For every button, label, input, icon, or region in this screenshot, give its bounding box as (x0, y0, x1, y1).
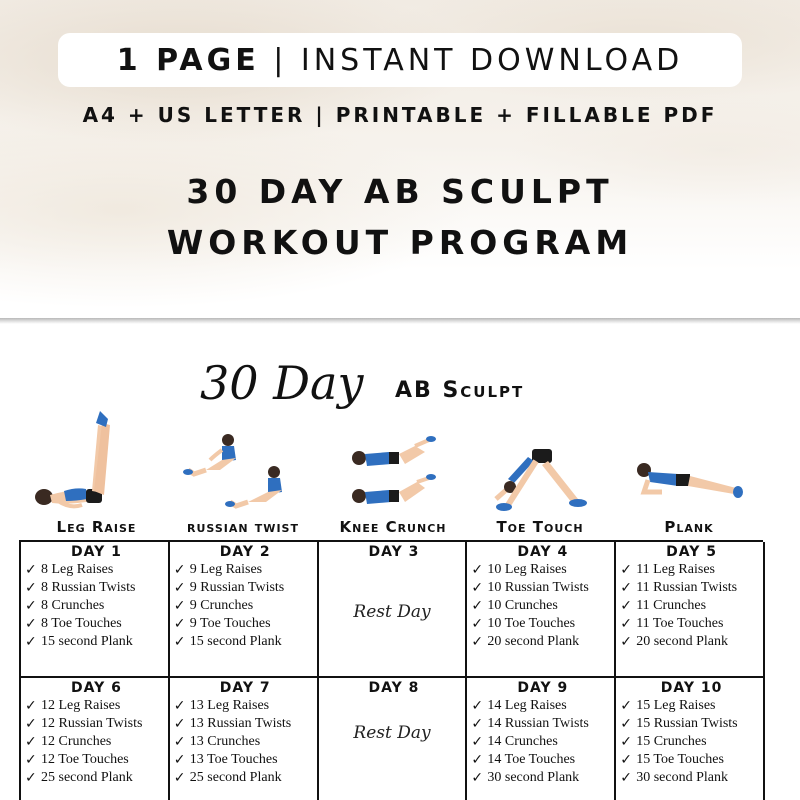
task-text: 10 Russian Twists (487, 580, 589, 595)
task-item (620, 715, 763, 733)
task-item (471, 633, 614, 651)
task-item (25, 751, 168, 769)
day-title: DAY 5 (666, 544, 718, 560)
task-item (174, 715, 317, 733)
task-item (174, 751, 317, 769)
task-item (25, 633, 168, 651)
product-title-line-2: WORKOUT PROGRAM (166, 223, 634, 262)
task-item (174, 579, 317, 597)
task-item (25, 597, 168, 615)
task-item (620, 697, 763, 715)
task-text: 9 Russian Twists (189, 580, 285, 595)
task-item (620, 615, 763, 633)
rest-day-label: Rest Day (353, 602, 431, 622)
checkmark-icon: ✓ (173, 752, 186, 768)
day-cell (170, 542, 319, 678)
task-item (25, 697, 168, 715)
task-text: 10 Leg Raises (487, 562, 567, 577)
checkmark-icon: ✓ (471, 770, 484, 786)
task-item (174, 615, 317, 633)
checkmark-icon: ✓ (25, 598, 37, 614)
day-title: DAY 1 (70, 544, 122, 560)
task-item (174, 561, 317, 579)
task-text: 11 Russian Twists (636, 580, 738, 595)
task-text: 14 Russian Twists (487, 716, 589, 731)
checkmark-icon: ✓ (173, 734, 186, 750)
download-pill (58, 33, 742, 87)
task-text: 10 Toe Touches (487, 616, 576, 631)
task-text: 9 Crunches (189, 598, 254, 613)
task-text: 10 Crunches (487, 598, 558, 613)
checkmark-icon: ✓ (173, 716, 186, 732)
task-text: 15 Russian Twists (636, 716, 738, 731)
pill-strong-text: 1 PAGE (116, 42, 260, 78)
task-item (25, 561, 168, 579)
checkmark-icon: ✓ (173, 616, 186, 632)
task-item (25, 715, 168, 733)
task-text: 30 second Plank (487, 770, 580, 785)
plank-figure-icon (632, 458, 750, 503)
checkmark-icon: ✓ (471, 562, 484, 578)
task-text: 13 Leg Raises (189, 698, 270, 713)
day-cell (616, 678, 765, 800)
task-text: 14 Leg Raises (487, 698, 567, 713)
checkmark-icon: ✓ (173, 770, 186, 786)
checkmark-icon: ✓ (25, 698, 37, 714)
checkmark-icon: ✓ (620, 734, 632, 750)
task-text: 12 Crunches (41, 734, 112, 749)
day-cell (467, 542, 616, 678)
task-text: 13 Toe Touches (189, 752, 278, 767)
promo-banner (0, 0, 800, 318)
task-text: 14 Toe Touches (487, 752, 576, 767)
checkmark-icon: ✓ (173, 598, 186, 614)
checkmark-icon: ✓ (620, 752, 632, 768)
task-item (174, 633, 317, 651)
day-cell-rest (319, 678, 468, 800)
checkmark-icon: ✓ (25, 716, 37, 732)
checkmark-icon: ✓ (471, 580, 484, 596)
checkmark-icon: ✓ (471, 634, 484, 650)
task-item (471, 751, 614, 769)
checkmark-icon: ✓ (471, 616, 484, 632)
task-text: 30 second Plank (636, 770, 728, 785)
day-cell-rest (319, 542, 468, 678)
day-title: DAY 10 (660, 680, 723, 696)
task-text: 12 Leg Raises (41, 698, 121, 713)
task-text: 15 Leg Raises (636, 698, 716, 713)
pill-rest-text: | INSTANT DOWNLOAD (259, 42, 684, 78)
checkmark-icon: ✓ (25, 634, 37, 650)
day-cell (170, 678, 319, 800)
exercise-label-toe-touch: Toe Touch (496, 518, 584, 536)
task-text: 13 Crunches (189, 734, 261, 749)
checkmark-icon: ✓ (620, 634, 632, 650)
task-text: 15 Crunches (636, 734, 707, 749)
task-item (471, 715, 614, 733)
toe-touch-figure-icon (478, 445, 608, 515)
task-item (471, 697, 614, 715)
task-item (471, 579, 614, 597)
day-cell (467, 678, 616, 800)
task-item (620, 769, 763, 787)
task-text: 20 second Plank (636, 634, 728, 649)
day-title: DAY 9 (517, 680, 569, 696)
day-title: DAY 4 (517, 544, 569, 560)
checkmark-icon: ✓ (25, 734, 37, 750)
task-item (25, 769, 168, 787)
checkmark-icon: ✓ (25, 562, 37, 578)
checkmark-icon: ✓ (471, 716, 484, 732)
task-text: 8 Toe Touches (41, 616, 122, 631)
task-item (174, 733, 317, 751)
day-title: DAY 6 (70, 680, 122, 696)
task-text: 13 Russian Twists (189, 716, 292, 731)
task-text: 8 Russian Twists (41, 580, 136, 595)
checkmark-icon: ✓ (620, 580, 632, 596)
exercise-label-knee-crunch: Knee Crunch (339, 518, 447, 536)
checkmark-icon: ✓ (25, 770, 37, 786)
checkmark-icon: ✓ (173, 580, 186, 596)
checkmark-icon: ✓ (471, 752, 484, 768)
checkmark-icon: ✓ (620, 562, 632, 578)
day-title: DAY 2 (219, 544, 271, 560)
checkmark-icon: ✓ (620, 698, 632, 714)
task-item (471, 597, 614, 615)
checkmark-icon: ✓ (173, 698, 186, 714)
task-item (174, 597, 317, 615)
task-text: 9 Toe Touches (189, 616, 271, 631)
checkmark-icon: ✓ (173, 634, 186, 650)
checkmark-icon: ✓ (620, 770, 632, 786)
task-text: 12 Russian Twists (41, 716, 143, 731)
day-cell (21, 678, 170, 800)
checkmark-icon: ✓ (620, 716, 632, 732)
task-item (620, 733, 763, 751)
format-subline: A4 + US LETTER | PRINTABLE + FILLABLE PDF (82, 103, 718, 127)
checkmark-icon: ✓ (25, 616, 37, 632)
checkmark-icon: ✓ (620, 616, 632, 632)
task-text: 8 Crunches (41, 598, 105, 613)
checkmark-icon: ✓ (25, 752, 37, 768)
task-text: 15 second Plank (189, 634, 282, 649)
task-text: 14 Crunches (487, 734, 558, 749)
task-item (620, 561, 763, 579)
task-text: 11 Toe Touches (636, 616, 724, 631)
day-cell (616, 542, 765, 678)
knee-crunch-figure-icon (345, 430, 445, 515)
exercise-label-plank: Plank (664, 518, 714, 536)
task-text: 15 Toe Touches (636, 752, 724, 767)
checkmark-icon: ✓ (620, 598, 632, 614)
checkmark-icon: ✓ (471, 734, 484, 750)
task-text: 12 Toe Touches (41, 752, 129, 767)
task-item (174, 769, 317, 787)
sheet-script-title: 30 Day (200, 356, 364, 410)
task-text: 8 Leg Raises (41, 562, 114, 577)
task-item (620, 579, 763, 597)
task-item (471, 615, 614, 633)
task-text: 11 Leg Raises (636, 562, 715, 577)
task-item (471, 733, 614, 751)
task-item (25, 733, 168, 751)
task-item (471, 561, 614, 579)
russian-twist-figure-icon (178, 430, 298, 515)
task-item (620, 633, 763, 651)
task-text: 9 Leg Raises (189, 562, 263, 577)
exercise-label-leg-raise: Leg Raise (56, 518, 137, 536)
checkmark-icon: ✓ (471, 598, 484, 614)
day-cell (21, 542, 170, 678)
task-text: 11 Crunches (636, 598, 707, 613)
sheet-divider (0, 318, 800, 324)
exercise-label-russian-twist: russian twist (187, 518, 299, 536)
day-title: DAY 7 (219, 680, 271, 696)
product-title-line-1: 30 DAY AB SCULPT (186, 172, 614, 211)
task-item (174, 697, 317, 715)
leg-raise-figure-icon (30, 405, 150, 515)
task-item (620, 751, 763, 769)
task-text: 15 second Plank (41, 634, 133, 649)
day-title: DAY 8 (368, 680, 420, 696)
rest-day-label: Rest Day (353, 723, 431, 743)
checkmark-icon: ✓ (471, 698, 484, 714)
sheet-caps-title: AB Sculpt (395, 378, 525, 403)
task-item (25, 615, 168, 633)
task-item (25, 579, 168, 597)
task-text: 20 second Plank (487, 634, 580, 649)
checkmark-icon: ✓ (173, 562, 186, 578)
task-item (471, 769, 614, 787)
task-item (620, 597, 763, 615)
day-grid (19, 540, 763, 800)
day-title: DAY 3 (368, 544, 420, 560)
checkmark-icon: ✓ (25, 580, 37, 596)
task-text: 25 second Plank (41, 770, 133, 785)
task-text: 25 second Plank (189, 770, 282, 785)
